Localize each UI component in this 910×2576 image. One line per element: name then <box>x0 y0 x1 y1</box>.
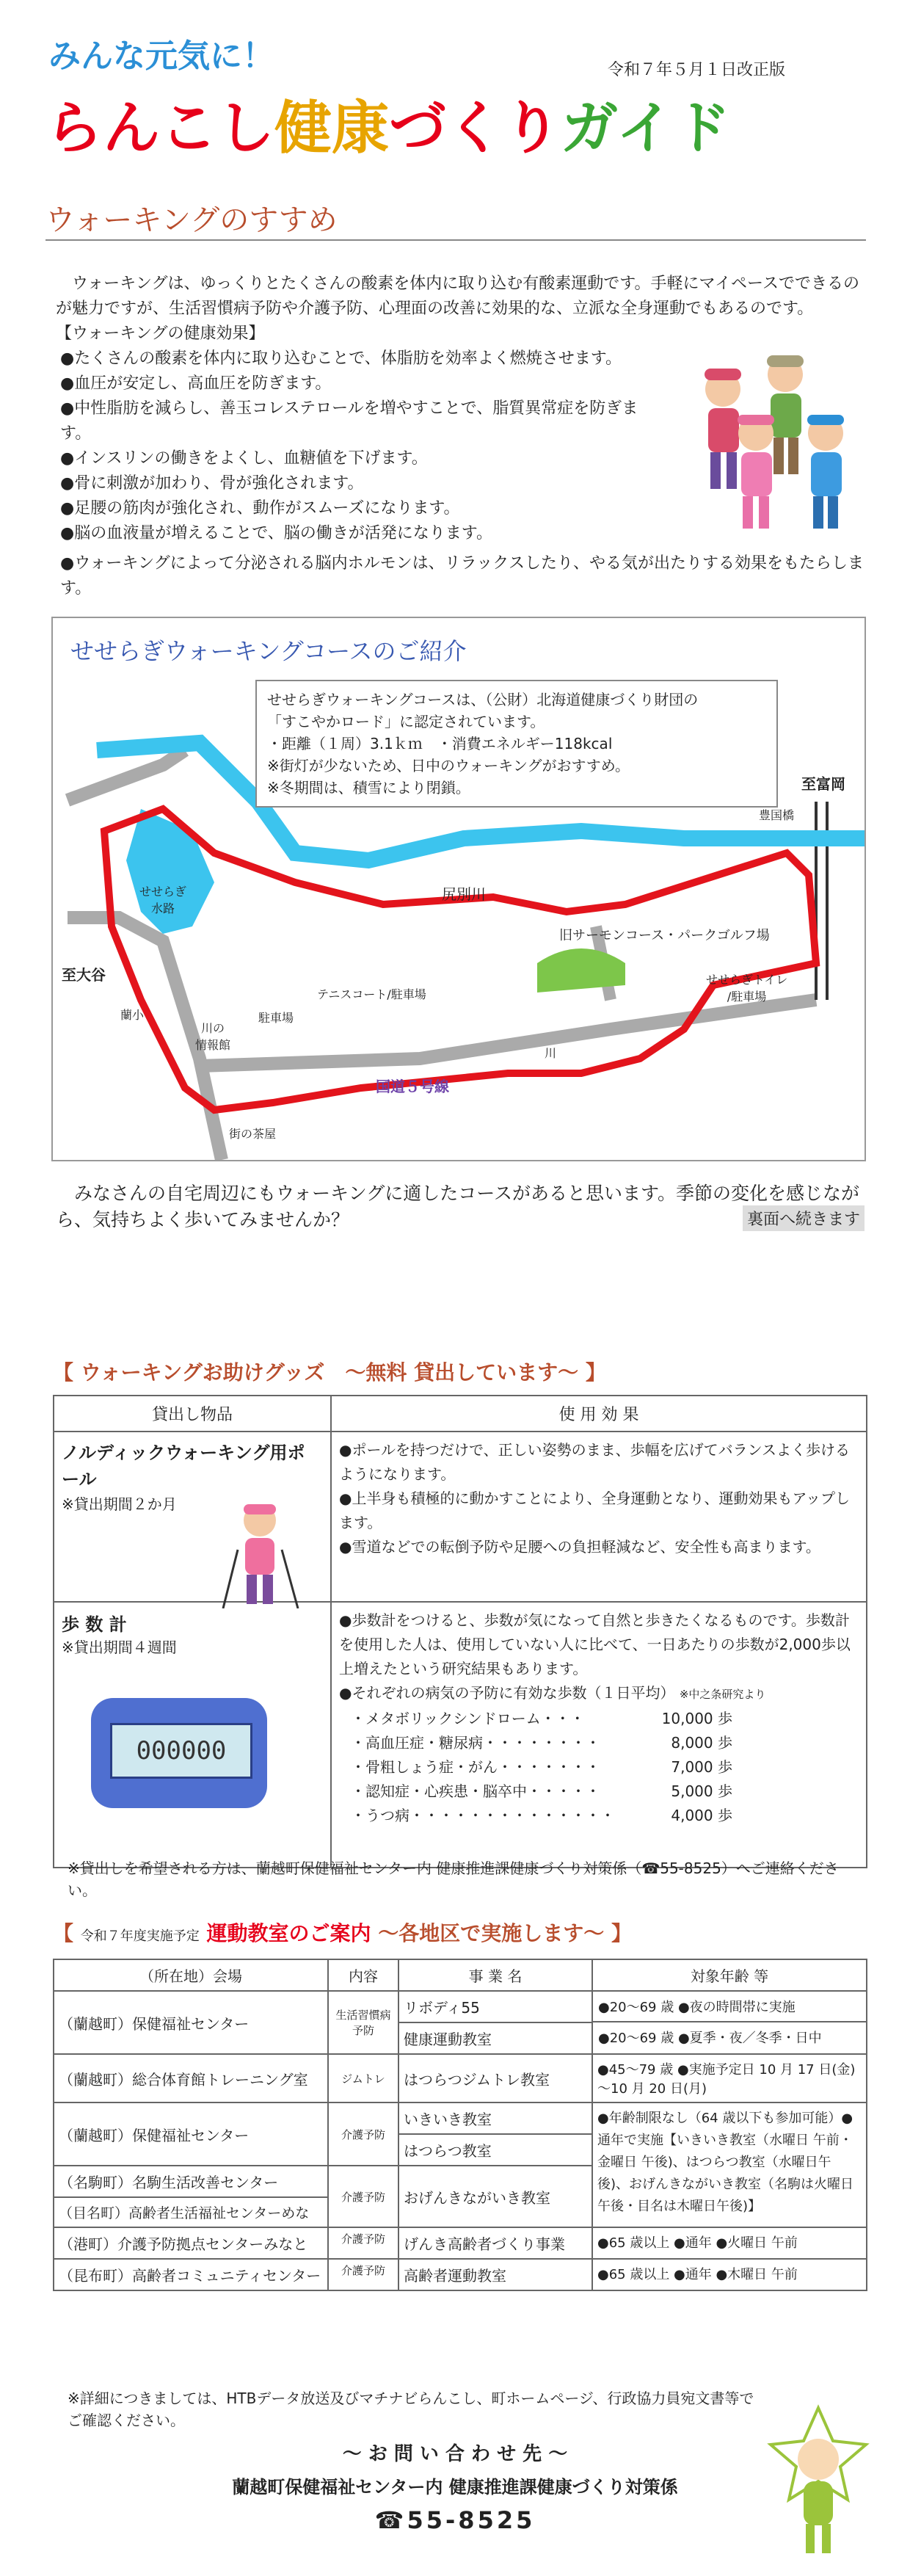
pedometer-display: 000000 <box>110 1723 252 1779</box>
closing-text: みなさんの自宅周辺にもウォーキングに適したコースがあると思います。季節の変化を感じながら、気持ちよく歩いてみませんか？ <box>56 1183 860 1230</box>
step-count: 4,000 歩 <box>671 1807 732 1824</box>
page-title <box>46 82 731 164</box>
venue-cell: （蘭越町）保健福祉センター <box>54 1991 328 2054</box>
label-otaya: 至大谷 <box>62 966 106 984</box>
classes-year-tag: 令和７年度実施予定 <box>80 1929 200 1944</box>
edition-date: 令和７年５月１日改正版 <box>608 61 786 79</box>
step-count: 10,000 歩 <box>661 1710 732 1727</box>
label-rankoshi-school: 蘭小 <box>120 1008 145 1022</box>
program-cell: 高齢者運動教室 <box>398 2259 592 2290</box>
venue-cell: （昆布町）高齢者コミュニティセンター <box>54 2259 328 2290</box>
content-cell: 生活習慣病予防 <box>328 1991 398 2054</box>
program-cell: はつらつ教室 <box>404 2142 492 2160</box>
title-rankoshi: らんこし <box>46 95 275 162</box>
target-cell: ●65 歳以上 ●通年 ●火曜日 午前 <box>592 2227 867 2259</box>
walking-intro: ウォーキングは、ゆっくりとたくさんの酸素を体内に取り込む有酸素運動です。手軽にマイペースでできるのが魅力ですが、生活習慣病予防や介護予防、心理面の改善に効果的な、立派な全身運動でもあるのです。 <box>56 275 859 318</box>
program-cell: リボディ55 <box>399 1992 592 2023</box>
label-toyokuni-bridge: 豊国橋 <box>759 808 795 822</box>
effect-item: ●たくさんの酸素を体内に取り込むことで、体脂肪を効率よく燃焼させます。 <box>60 349 622 368</box>
goods-note: ※貸出しを希望される方は、蘭越町保健福祉センター内 健康推進課健康づくり対策係（☎55-8525）へご連絡ください。 <box>68 1860 839 1899</box>
walker-figure <box>767 355 804 474</box>
step-disease: ・うつ病・・・・・・・・・・・・・・ <box>351 1807 615 1824</box>
effect-item: ●脳の血液量が増えることで、脳の働きが活発になります。 <box>60 524 492 543</box>
step-disease: ・メタボリックシンドローム・・・ <box>351 1710 585 1727</box>
classes-title: 運動教室のご案内 <box>206 1921 371 1945</box>
title-kenko: 健康 <box>274 95 390 162</box>
table-row <box>54 1602 867 1868</box>
steps-list <box>339 1707 859 1828</box>
road <box>68 750 185 800</box>
step-disease: ・高血圧症・糖尿病・・・・・・・・ <box>351 1734 600 1752</box>
list-item <box>351 1804 732 1828</box>
nordic-effect: ●上半身も積極的に動かすことにより、全身運動となり、運動効果もアップします。 <box>339 1490 851 1531</box>
title-zukuri: づくり <box>389 95 561 162</box>
label-shiribetsu-river: 尻別川 <box>442 885 486 903</box>
effect-item: ●ウォーキングによって分泌される脳内ホルモンは、リラックスしたり、やる気が出たりする効果をもたらします。 <box>60 554 864 598</box>
program-cell: おげんきながいき教室 <box>398 2166 592 2227</box>
content-cell: 介護予防 <box>328 2259 398 2290</box>
program-cell: いきいき教室 <box>399 2103 592 2135</box>
label-parking: 駐車場 <box>258 1011 294 1025</box>
target-cell: ●年齢制限なし（64 歳以下も参加可能）●通年で実施【いきいき教室（水曜日 午前・金曜日 午後)、はつらつ教室（水曜日午後)、おげんきながいき教室（名駒は火曜日午後・目名は木曜日午後)】 <box>592 2102 867 2227</box>
label-river: 川 <box>545 1046 557 1060</box>
goods-col-effect: 使 用 効 果 <box>331 1396 867 1432</box>
course-map <box>51 617 866 1161</box>
label-route5: 国道５号線 <box>376 1078 449 1095</box>
walker-figure <box>738 415 774 529</box>
table-row <box>54 1991 867 2054</box>
pedometer-source: ※中之条研究より <box>679 1688 766 1701</box>
walker-figure <box>705 369 741 489</box>
program-cell: はつらつジムトレ教室 <box>398 2054 592 2102</box>
nordic-pole-period: ※貸出期間２か月 <box>62 1495 177 1513</box>
label-seseragi-waterway: せせらぎ 水路 <box>139 885 187 915</box>
venue-cell: （港町）介護予防拠点センターみなと <box>54 2227 328 2259</box>
goods-table <box>53 1395 867 1868</box>
section-title-walking: ウォーキングのすすめ <box>46 203 338 237</box>
classes-heading <box>53 1918 632 1947</box>
nordic-pole-name: ノルディックウォーキング用ポール <box>62 1443 305 1490</box>
program-cell: 健康運動教室 <box>404 2031 492 2048</box>
table-row <box>54 1432 867 1602</box>
list-item <box>351 1755 732 1779</box>
pedometer-effect: ●それぞれの病気の予防に有効な歩数（１日平均） <box>339 1684 675 1702</box>
list-item <box>351 1779 732 1804</box>
content-cell: 介護予防 <box>328 2166 398 2227</box>
effect-item: ●足腰の筋肉が強化され、動作がスムーズになります。 <box>60 499 460 518</box>
program-cell: げんき高齢者づくり事業 <box>398 2227 592 2259</box>
label-river-info-center: 川の 情報館 <box>195 1021 231 1052</box>
classes-table <box>53 1959 867 2291</box>
nordic-effect: ●雪道などでの転倒予防や足腰への負担軽減など、安全性も高まります。 <box>339 1538 820 1556</box>
target-cell: ●20～69 歳 ●夜の時間帯に実施 <box>593 1992 866 2022</box>
course-info-line: ※冬期間は、積雪により閉鎖。 <box>267 779 470 797</box>
pedometer-effect: ●歩数計をつけると、歩数が気になって自然と歩きたくなるものです。歩数計を使用した人は、使用していない人に比べて、一日あたりの歩数が2,000歩以上増えたという研究結果もあります。 <box>339 1611 851 1677</box>
continue-label: 裏面へ続きます <box>743 1205 864 1231</box>
label-seseragi-toilet: せせらぎトイレ /駐車場 <box>706 973 788 1004</box>
table-row <box>54 2102 867 2166</box>
target-cell: ●65 歳以上 ●通年 ●木曜日 午前 <box>592 2259 867 2290</box>
venue-cell: （蘭越町）総合体育館トレーニング室 <box>54 2054 328 2102</box>
label-salmon-course: 旧サーモンコース・パークゴルフ場 <box>559 928 770 943</box>
step-disease: ・骨粗しょう症・がん・・・・・・・ <box>351 1758 600 1776</box>
effect-item: ●インスリンの働きをよくし、血糖値を下げます。 <box>60 449 428 468</box>
title-guide: ガイド <box>561 95 731 162</box>
label-machi-chaya: 街の茶屋 <box>229 1127 277 1141</box>
list-item <box>351 1731 732 1755</box>
park-green <box>537 948 625 993</box>
classes-bracket: 【 <box>53 1921 74 1945</box>
target-cell: ●20～69 歳 ●夏季・夜／冬季・日中 <box>598 2031 822 2046</box>
content-cell: 介護予防 <box>328 2227 398 2259</box>
course-info-line: ・距離（１周）3.1ｋｍ ・消費エネルギー118kcal <box>267 735 613 752</box>
goods-col-item: 貸出し物品 <box>54 1396 331 1432</box>
venue-cell: （目名町）高齢者生活福祉センターめな <box>59 2205 310 2221</box>
course-info-line: ※街灯が少ないため、日中のウォーキングがおすすめ。 <box>267 757 630 774</box>
col-program: 事 業 名 <box>398 1959 592 1991</box>
table-row <box>54 2054 867 2102</box>
course-title: せせらぎウォーキングコースのご紹介 <box>70 637 467 665</box>
col-content: 内容 <box>328 1959 398 1991</box>
step-count: 5,000 歩 <box>671 1782 732 1800</box>
pedometer-name: 歩 数 計 <box>62 1614 127 1635</box>
nordic-walker-illustration <box>208 1498 311 1608</box>
contact-org: 蘭越町保健福祉センター内 健康推進課健康づくり対策係 <box>232 2477 678 2497</box>
goods-heading: 【 ウォーキングお助けグッズ ～無料 貸出しています～ 】 <box>53 1360 606 1385</box>
pedometer-period: ※貸出期間４週間 <box>62 1639 177 1656</box>
table-row <box>54 2259 867 2290</box>
effects-heading: 【ウォーキングの健康効果】 <box>56 324 265 343</box>
effect-item: ●骨に刺激が加わり、骨が強化されます。 <box>60 474 364 493</box>
walker-figure <box>807 415 844 529</box>
col-target: 対象年齢 等 <box>592 1959 867 1991</box>
course-info-line: 「すこやかロード」に認定されています。 <box>267 713 545 730</box>
table-row <box>54 2227 867 2259</box>
classes-note: ※詳細につきましては、HTBデータ放送及びマチナビらんこし、町ホームページ、行政協力員宛文書等でご確認ください。 <box>68 2390 754 2429</box>
nordic-effect: ●ポールを持つだけで、正しい姿勢のまま、歩幅を広げてバランスよく歩けるようになります。 <box>339 1441 851 1483</box>
step-disease: ・認知症・心疾患・脳卒中・・・・・ <box>351 1782 600 1800</box>
venue-cell: （名駒町）名駒生活改善センター <box>54 2166 327 2198</box>
label-tomioka: 至富岡 <box>801 775 845 793</box>
content-cell: 介護予防 <box>328 2102 398 2166</box>
effect-item: ●中性脂肪を減らし、善玉コレステロールを増やすことで、脂質異常症を防ぎます。 <box>60 399 638 443</box>
divider <box>46 239 866 241</box>
venue-cell: （蘭越町）保健福祉センター <box>54 2102 328 2166</box>
header-line1: みんな元気に！ <box>48 37 274 75</box>
target-cell: ●45～79 歳 ●実施予定日 10 月 17 日(金)～10 月 20 日(月) <box>592 2054 867 2102</box>
step-count: 8,000 歩 <box>671 1734 732 1752</box>
col-venue: （所在地）会場 <box>54 1959 328 1991</box>
effect-item: ●血圧が安定し、高血圧を防ぎます。 <box>60 374 332 393</box>
classes-subtitle: ～各地区で実施します～ 】 <box>378 1921 633 1945</box>
walkers-illustration <box>682 345 866 536</box>
step-count: 7,000 歩 <box>671 1758 732 1776</box>
course-info-line: せせらぎウォーキングコースは、（公財）北海道健康づくり財団の <box>267 691 699 708</box>
contact-phone: ☎55-8525 <box>374 2506 536 2534</box>
course-info-box <box>255 680 778 808</box>
label-tennis-court: テニスコート/駐車場 <box>317 987 426 1001</box>
pedometer-illustration <box>91 1698 267 1808</box>
content-cell: ジムトレ <box>328 2054 398 2102</box>
contact-heading: ～ お 問 い 合 わ せ 先 ～ <box>342 2443 568 2465</box>
mascot-illustration <box>763 2401 873 2562</box>
effects-list <box>60 347 640 546</box>
list-item <box>351 1707 732 1731</box>
